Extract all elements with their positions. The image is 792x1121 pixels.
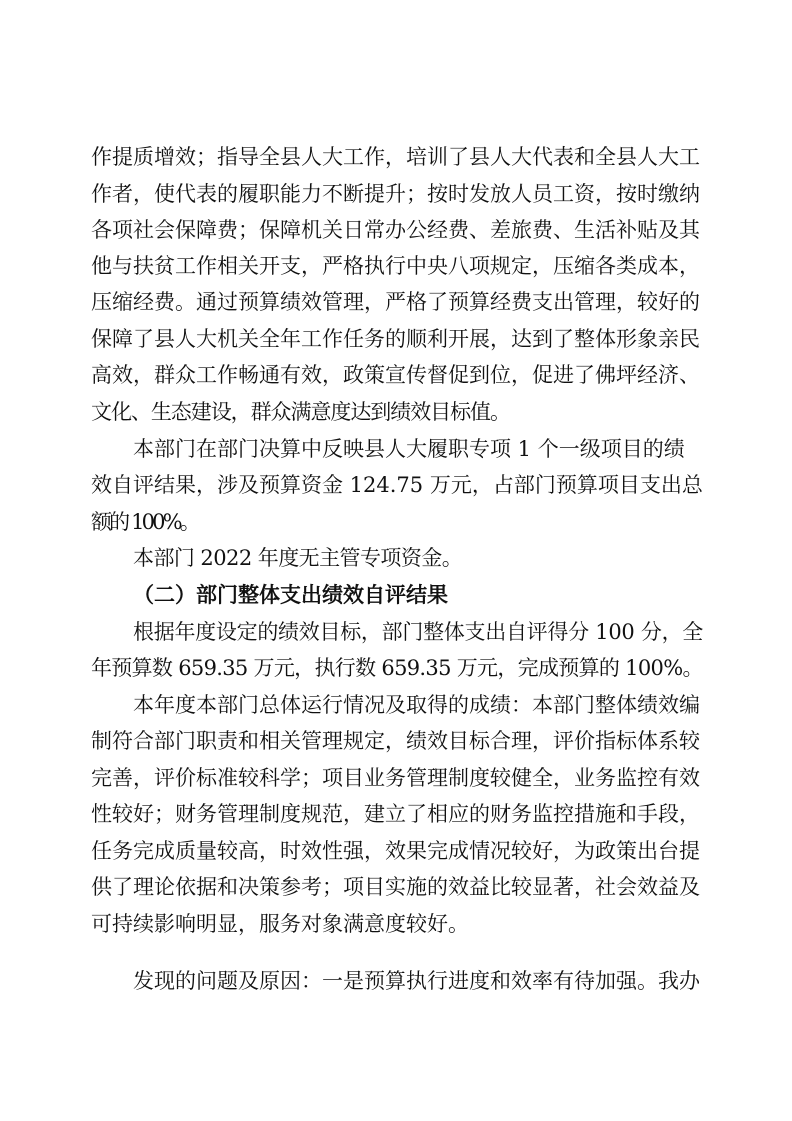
text-line: 可持续影响明显，服务对象满意度较好。 bbox=[91, 912, 469, 936]
text-line: 压缩经费。通过预算绩效管理，严格了预算经费支出管理，较好的 bbox=[91, 290, 700, 314]
paragraph-first-line: 本部门在部门决算中反映县人大履职专项 1 个一级项目的绩 bbox=[133, 437, 685, 461]
text-line: 性较好；财务管理制度规范，建立了相应的财务监控措施和手段， bbox=[91, 802, 700, 826]
section-heading: （二）部门整体支出绩效自评结果 bbox=[133, 582, 448, 607]
text-line: 年预算数 659.35 万元，执行数 659.35 万元，完成预算的 100%。 bbox=[91, 656, 703, 680]
text-line: 制符合部门职责和相关管理规定，绩效目标合理，评价指标体系较 bbox=[91, 729, 700, 753]
text-line: 作者，使代表的履职能力不断提升；按时发放人员工资，按时缴纳 bbox=[91, 182, 700, 206]
text-line: 作提质增效；指导全县人大工作，培训了县人大代表和全县人大工 bbox=[91, 145, 700, 169]
text-line: 效自评结果，涉及预算资金 124.75 万元，占部门预算项目支出总 bbox=[91, 473, 703, 497]
paragraph-first-line: 根据年度设定的绩效目标，部门整体支出自评得分 100 分，全 bbox=[133, 620, 703, 644]
paragraph-first-line: 本年度本部门总体运行情况及取得的成绩：本部门整体绩效编 bbox=[133, 693, 700, 717]
text-line: 保障了县人大机关全年工作任务的顺利开展，达到了整体形象亲民 bbox=[91, 327, 700, 351]
text-line: 他与扶贫工作相关开支，严格执行中央八项规定，压缩各类成本， bbox=[91, 254, 700, 278]
text-line: 高效，群众工作畅通有效，政策宣传督促到位，促进了佛坪经济、 bbox=[91, 363, 700, 387]
text-line: 任务完成质量较高，时效性强，效果完成情况较好，为政策出台提 bbox=[91, 839, 700, 863]
text-line: 各项社会保障费；保障机关日常办公经费、差旅费、生活补贴及其 bbox=[91, 218, 700, 242]
text-line: 供了理论依据和决策参考；项目实施的效益比较显著，社会效益及 bbox=[91, 875, 700, 899]
paragraph-first-line: 发现的问题及原因：一是预算执行进度和效率有待加强。我办 bbox=[133, 969, 700, 993]
text-line: 文化、生态建设，群众满意度达到绩效目标值。 bbox=[91, 400, 510, 424]
text-line: 完善，评价标准较科学；项目业务管理制度较健全，业务监控有效 bbox=[91, 766, 700, 790]
text-line: 额的 100%。 bbox=[91, 510, 198, 534]
paragraph-first-line: 本部门 2022 年度无主管专项资金。 bbox=[133, 546, 463, 570]
